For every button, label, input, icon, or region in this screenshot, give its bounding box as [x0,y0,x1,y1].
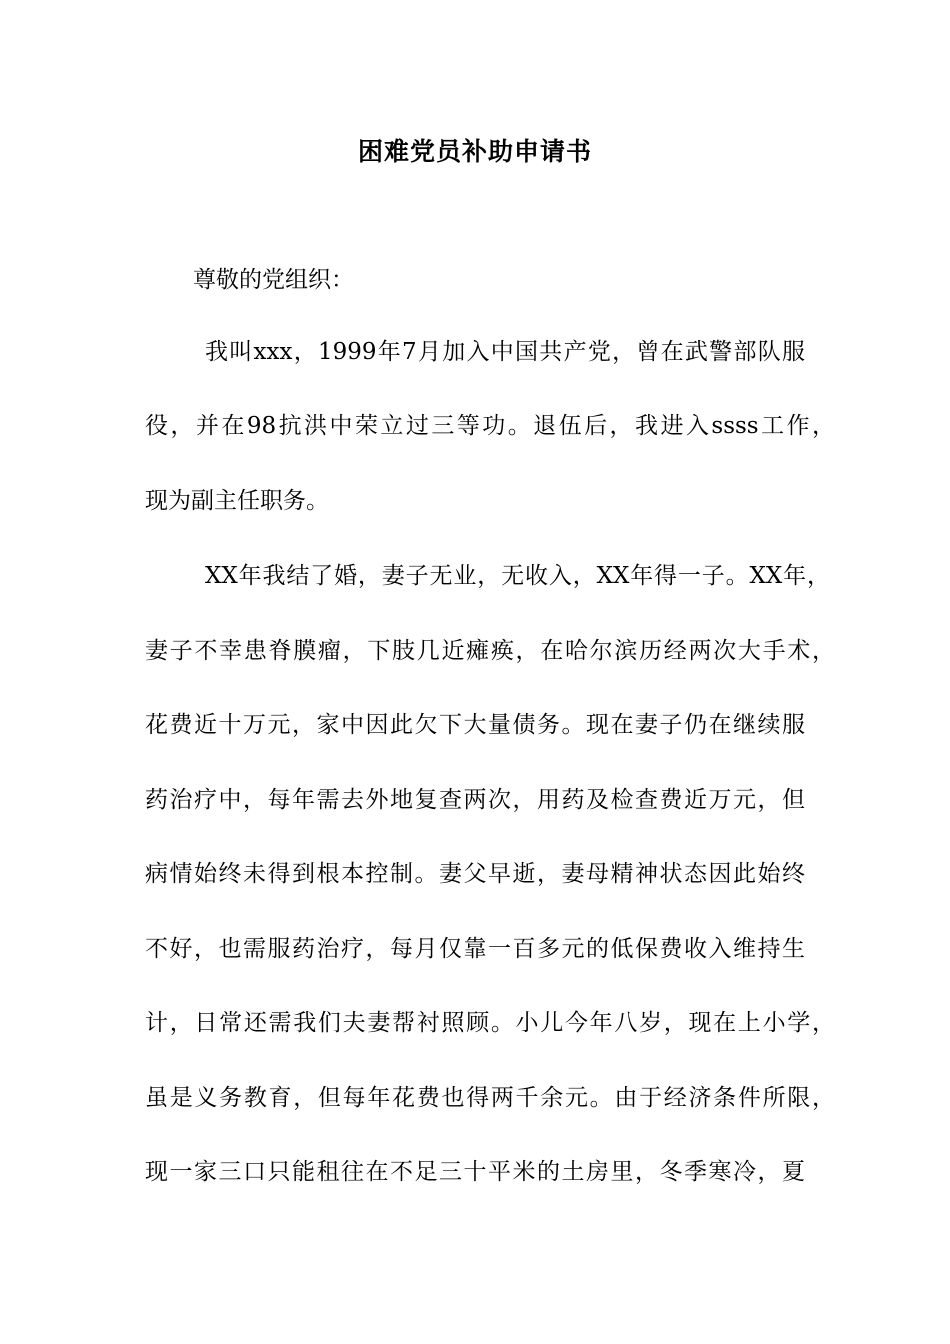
body-line: 役，并在98抗洪中荣立过三等功。退伍后，我进入ssss工作， [145,413,835,439]
body-line: 我叫xxx，1999年7月加入中国共产党，曾在武警部队服 [205,339,805,365]
body-line: 虽是义务教育，但每年花费也得两千余元。由于经济条件所限， [145,1085,835,1111]
body-line: 现为副主任职务。 [145,488,329,514]
body-line: XX年我结了婚，妻子无业，无收入，XX年得一子。XX年， [205,563,830,589]
body-line: 不好，也需服药治疗，每月仅靠一百多元的低保费收入维持生 [145,936,805,962]
document-title: 困难党员补助申请书 [357,137,592,166]
body-line: 花费近十万元，家中因此欠下大量债务。现在妻子仍在继续服 [145,712,805,738]
body-line: 药治疗中，每年需去外地复查两次，用药及检查费近万元，但 [145,787,805,813]
body-line: 计，日常还需我们夫妻帮衬照顾。小儿今年八岁，现在上小学， [145,1010,835,1036]
body-line: 妻子不幸患脊膜瘤，下肢几近瘫痪，在哈尔滨历经两次大手术， [145,638,835,664]
body-line: 现一家三口只能租往在不足三十平米的土房里，冬季寒冷，夏 [145,1159,805,1185]
body-line: 病情始终未得到根本控制。妻父早逝，妻母精神状态因此始终 [145,861,805,887]
salutation: 尊敬的党组织： [193,267,354,293]
